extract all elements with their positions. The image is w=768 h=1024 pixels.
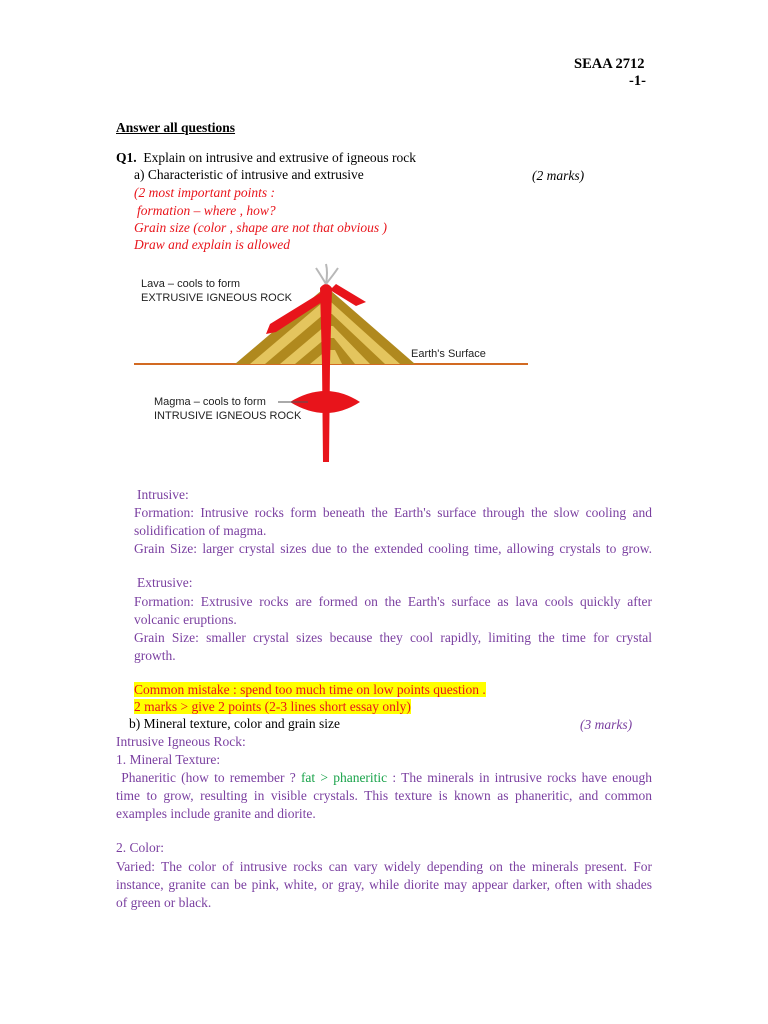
marks-guidance-note: 2 marks > give 2 points (2-3 lines short essay only) [134,699,411,714]
part-a-marks: (2 marks) [532,168,585,183]
hint-line: Draw and explain is allowed [134,237,290,252]
lava-label-2: EXTRUSIVE IGNEOUS ROCK [141,292,292,304]
course-code: SEAA 2712 [574,56,645,72]
lava-label-1: Lava – cools to form [141,278,241,290]
surface-label: Earth's Surface [411,348,486,360]
hint-line: formation – where , how? [137,203,276,218]
color-paragraph: Varied: The color of intrusive rocks can vary widely depending on the minerals present. For instance, granite can be pink, white, or gray, while diorite may appear darker, often with shades of green or black. [116,859,652,910]
extrusive-formation: Formation: Extrusive rocks are formed on the Earth's surface as lava cools quickly after volcanic eruptions. [134,594,652,627]
question-number: Q1. [116,150,137,165]
intrusive-grain: Grain Size: larger crystal sizes due to the extended cooling time, allowing crystals to grow. [134,541,652,556]
magma-label-1: Magma – cools to form [154,396,266,408]
mineral-texture-heading: 1. Mineral Texture: [116,752,221,767]
color-heading: 2. Color: [116,840,165,855]
part-b-marks: (3 marks) [580,717,633,732]
instructions: Answer all questions [116,120,236,135]
question-text: Explain on intrusive and extrusive of igneous rock [143,150,416,165]
page-number: -1- [629,73,646,89]
part-a-label: a) Characteristic of intrusive and extrusive [134,167,364,182]
magma-label-2: INTRUSIVE IGNEOUS ROCK [154,410,302,422]
intrusive-rock-heading: Intrusive Igneous Rock: [116,734,246,749]
question-1 [116,150,416,166]
extrusive-grain: Grain Size: smaller crystal sizes because they cool rapidly, limiting the time for crystal growth. [134,630,652,663]
ash-plume [316,264,338,284]
common-mistake-note: Common mistake : spend too much time on low points question . [134,682,486,697]
intrusive-heading: Intrusive: [137,487,189,502]
extrusive-heading: Extrusive: [137,575,193,590]
hint-line: (2 most important points : [134,185,276,200]
part-b-label: b) Mineral texture, color and grain size [129,716,341,731]
intrusive-formation: Formation: Intrusive rocks form beneath the Earth's surface through the slow cooling and solidification of magma. [134,505,652,538]
hint-line: Grain size (color , shape are not that obvious ) [134,220,387,235]
mineral-texture-paragraph: Phaneritic (how to remember ? fat > phaneritic : The minerals in intrusive rocks have enough time to grow, resulting in visible crystals. This texture is known as phaneritic, and common examples include granite and diorite. [116,770,652,821]
magma-conduit [320,284,332,462]
